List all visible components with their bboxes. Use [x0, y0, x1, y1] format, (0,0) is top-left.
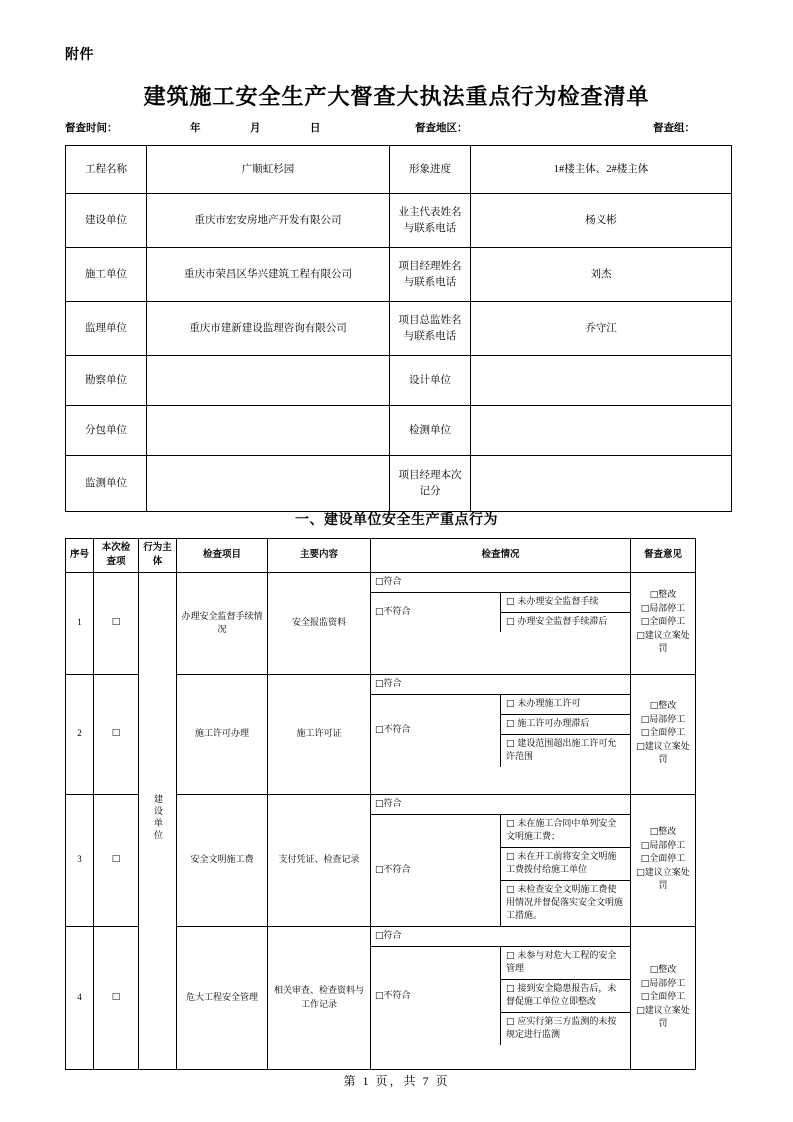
inspection-situation	[371, 572, 631, 674]
header-opinion: 督查意见	[631, 539, 696, 573]
year-label: 年	[190, 123, 201, 134]
list-item[interactable]	[501, 695, 630, 715]
main-content: 施工许可证	[268, 674, 371, 794]
conform-row[interactable]	[371, 795, 630, 815]
list-item[interactable]	[501, 815, 630, 848]
situation-table	[371, 927, 630, 1045]
header-check-item	[94, 539, 139, 573]
page-title: 建筑施工安全生产大督查大执法重点行为检查清单	[143, 84, 650, 109]
info-label: 分包单位	[66, 406, 147, 456]
inspection-item: 安全文明施工费	[177, 794, 268, 926]
row-number: 1	[66, 572, 94, 674]
section-heading: 一、建设单位安全生产重点行为	[295, 511, 498, 527]
list-item[interactable]	[501, 947, 630, 980]
opinion-option[interactable]: □建议立案处罚	[636, 867, 690, 892]
inspection-item: 危大工程安全管理	[177, 926, 268, 1069]
info-value: 重庆市荣昌区华兴建筑工程有限公司	[147, 248, 390, 302]
supervision-opinion[interactable]	[631, 674, 696, 794]
meta-line	[65, 120, 730, 138]
header-no: 序号	[66, 539, 94, 573]
row-number: 4	[66, 926, 94, 1069]
info-label: 监理单位	[66, 302, 147, 356]
info-value-secondary	[471, 356, 732, 406]
nonconform-checkbox-option[interactable]: □不符合	[371, 946, 501, 1045]
row-number: 3	[66, 794, 94, 926]
info-value: 重庆市建新建设监理咨询有限公司	[147, 302, 390, 356]
info-value-secondary: 1#楼主体、2#楼主体	[471, 146, 732, 194]
situation-table	[371, 675, 630, 767]
opinion-option[interactable]: □整改	[649, 590, 677, 601]
conform-row[interactable]	[371, 927, 630, 947]
info-label-secondary: 业主代表姓名 与联系电话	[390, 194, 471, 248]
opinion-option[interactable]: □局部停工	[640, 603, 686, 614]
nonconform-detail-option[interactable]: □ 未办理安全监督手续	[501, 593, 630, 613]
table-row	[66, 572, 696, 674]
info-label-secondary: 项目总监姓名 与联系电话	[390, 302, 471, 356]
nonconform-row	[371, 946, 630, 1045]
nonconform-detail-option[interactable]: □ 应实行第三方监测的未按规定进行监测	[506, 1017, 617, 1041]
conform-checkbox-option[interactable]: □符合	[371, 795, 630, 815]
info-value-secondary	[471, 406, 732, 456]
list-item[interactable]	[501, 880, 630, 926]
info-value-secondary: 刘杰	[471, 248, 732, 302]
list-item[interactable]	[501, 734, 630, 767]
list-item[interactable]	[501, 847, 630, 880]
nonconform-detail-list	[501, 694, 631, 767]
situation-table	[371, 795, 630, 926]
inspection-situation	[371, 794, 631, 926]
inspection-situation	[371, 926, 631, 1069]
list-item[interactable]	[501, 980, 630, 1013]
nonconform-row	[371, 814, 630, 926]
situation-table	[371, 573, 630, 632]
nonconform-detail-option[interactable]: □ 未在施工合同中单列安全文明施工费；	[501, 815, 630, 848]
inspection-area-label: 督查地区：	[415, 123, 468, 134]
project-info-table	[65, 145, 732, 512]
info-row	[66, 248, 732, 302]
info-label-secondary: 项目经理本次 记分	[390, 456, 471, 512]
inspection-checklist-table	[65, 538, 696, 1070]
info-row	[66, 194, 732, 248]
header-main-content: 主要内容	[268, 539, 371, 573]
info-label-secondary: 设计单位	[390, 356, 471, 406]
info-row	[66, 356, 732, 406]
info-value: 重庆市宏安房地产开发有限公司	[147, 194, 390, 248]
header-inspection-item: 检查项目	[177, 539, 268, 573]
list-item[interactable]	[501, 612, 630, 632]
nonconform-checkbox-option[interactable]: □不符合	[371, 592, 501, 632]
info-label-secondary: 项目经理姓名 与联系电话	[390, 248, 471, 302]
check-item-checkbox[interactable]: □	[94, 572, 139, 674]
opinion-option[interactable]: □建议立案处罚	[636, 630, 690, 655]
conform-checkbox-option[interactable]: □符合	[371, 573, 630, 593]
info-value	[147, 456, 390, 512]
list-item[interactable]	[501, 593, 630, 613]
table-header-row	[66, 539, 696, 573]
nonconform-detail-list	[501, 592, 631, 632]
opinion-option[interactable]: □整改	[649, 827, 677, 838]
info-label-secondary: 检测单位	[390, 406, 471, 456]
supervision-opinion[interactable]	[631, 572, 696, 674]
header-subject-text: 行为主 体	[143, 543, 172, 568]
info-label-secondary: 形象进度	[390, 146, 471, 194]
check-item-checkbox[interactable]: □	[94, 674, 139, 794]
header-check-item-text: 本次检 查项	[101, 543, 131, 568]
check-item-checkbox[interactable]: □	[94, 926, 139, 1069]
list-item[interactable]	[501, 714, 630, 734]
info-value-secondary: 杨义彬	[471, 194, 732, 248]
nonconform-detail-option[interactable]: □ 未检查安全文明施工费使用情况并督促落实安全文明施工措施。	[506, 884, 624, 921]
nonconform-checkbox-option[interactable]: □不符合	[371, 694, 501, 767]
inspection-item: 办理安全监督手续情况	[177, 572, 268, 674]
nonconform-row	[371, 694, 630, 767]
day-label: 日	[310, 123, 321, 134]
opinion-option[interactable]: □局部停工	[640, 714, 686, 725]
nonconform-checkbox-option[interactable]: □不符合	[371, 814, 501, 926]
list-item[interactable]	[501, 1013, 630, 1046]
inspection-situation	[371, 674, 631, 794]
conform-row[interactable]	[371, 675, 630, 695]
inspection-group-label: 督查组：	[653, 123, 695, 134]
opinion-option[interactable]: □全面停工	[640, 728, 686, 739]
info-value-secondary: 乔守江	[471, 302, 732, 356]
opinion-option[interactable]: □建议立案处罚	[636, 1005, 690, 1030]
nonconform-detail-option[interactable]: □ 办理安全监督手续滞后	[506, 616, 608, 627]
attachment-label: 附件	[65, 46, 94, 62]
info-value	[147, 406, 390, 456]
opinion-option[interactable]: □全面停工	[640, 617, 686, 628]
inspection-time-label: 督查时间：	[65, 123, 118, 134]
info-row	[66, 456, 732, 512]
conform-checkbox-option[interactable]: □符合	[371, 927, 630, 947]
opinion-option[interactable]: □整改	[649, 701, 677, 712]
nonconform-detail-option[interactable]: □ 未在开工前将安全文明施工费拨付给施工单位	[501, 847, 630, 880]
main-content: 支付凭证、检查记录	[268, 794, 371, 926]
supervision-opinion[interactable]	[631, 926, 696, 1069]
info-label: 监测单位	[66, 456, 147, 512]
conform-row[interactable]	[371, 573, 630, 593]
row-number: 2	[66, 674, 94, 794]
info-row	[66, 146, 732, 194]
conform-checkbox-option[interactable]: □符合	[371, 675, 630, 695]
opinion-option[interactable]: □局部停工	[640, 978, 686, 989]
info-label: 勘察单位	[66, 356, 147, 406]
info-value	[147, 356, 390, 406]
header-subject	[139, 539, 177, 573]
opinion-option[interactable]: □全面停工	[640, 992, 686, 1003]
page-footer: 第 1 页，共 7 页	[343, 1074, 450, 1088]
main-content: 相关审查、检查资料与工作记录	[268, 926, 371, 1069]
nonconform-detail-option[interactable]: □ 未参与对危大工程的安全管理	[501, 947, 630, 980]
main-content: 安全报监资料	[268, 572, 371, 674]
header-situation: 检查情况	[371, 539, 631, 573]
subject-cell	[139, 572, 177, 1069]
info-label: 施工单位	[66, 248, 147, 302]
nonconform-detail-option[interactable]: □ 建设范围超出施工许可允许范围	[506, 738, 617, 762]
info-value: 广顺虹杉园	[147, 146, 390, 194]
nonconform-detail-list	[501, 814, 631, 926]
opinion-option[interactable]: □建议立案处罚	[636, 741, 690, 766]
month-label: 月	[250, 123, 261, 134]
check-item-checkbox[interactable]: □	[94, 794, 139, 926]
opinion-option[interactable]: □全面停工	[640, 854, 686, 865]
info-value-secondary	[471, 456, 732, 512]
nonconform-detail-option[interactable]: □ 未办理施工许可	[501, 695, 630, 715]
supervision-opinion[interactable]	[631, 794, 696, 926]
opinion-option[interactable]: □局部停工	[640, 840, 686, 851]
nonconform-detail-option[interactable]: □ 施工许可办理滞后	[501, 714, 630, 734]
nonconform-row	[371, 592, 630, 632]
info-label: 建设单位	[66, 194, 147, 248]
info-row	[66, 406, 732, 456]
inspection-item: 施工许可办理	[177, 674, 268, 794]
nonconform-detail-option[interactable]: □ 接到安全隐患报告后，未督促施工单位立即整改	[501, 980, 630, 1013]
info-label: 工程名称	[66, 146, 147, 194]
info-row	[66, 302, 732, 356]
opinion-option[interactable]: □整改	[649, 965, 677, 976]
subject-vertical-text: 建设单位	[153, 794, 163, 843]
nonconform-detail-list	[501, 946, 631, 1045]
